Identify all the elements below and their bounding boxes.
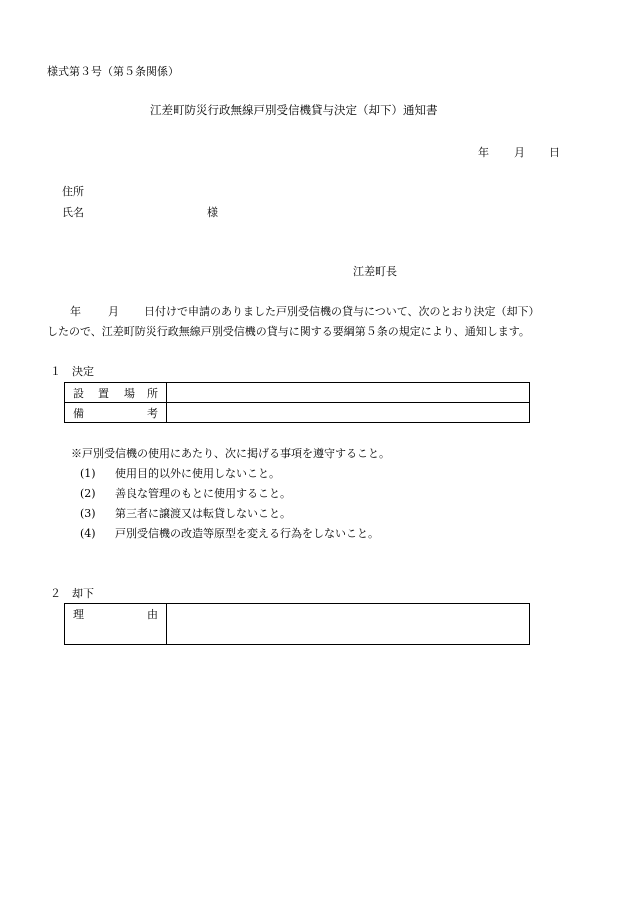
- body-year: 年: [70, 305, 81, 318]
- list-item: [71, 527, 390, 547]
- condition-number: (1): [80, 467, 96, 480]
- body-month: 月: [108, 305, 119, 318]
- location-value-field[interactable]: [167, 383, 530, 403]
- decision-table: [64, 382, 530, 423]
- body-line2: したので、江差町防災行政無線戸別受信機の貸与に関する要綱第５条の規定により、通知します。: [47, 325, 530, 338]
- recipient-honorific: 様: [207, 206, 218, 219]
- recipient-address-label: 住所: [62, 185, 84, 198]
- condition-number: (2): [80, 487, 96, 500]
- conditions-intro: ※戸別受信機の使用にあたり、次に掲げる事項を遵守すること。: [71, 447, 390, 460]
- list-item: [71, 507, 390, 527]
- body-line1: 日付けで申請のありました戸別受信機の貸与について、次のとおり決定（却下）: [144, 305, 540, 318]
- issuer: 江差町長: [353, 265, 397, 278]
- table-row: [65, 403, 530, 423]
- document-title: 江差町防災行政無線戸別受信機貸与決定（却下）通知書: [150, 103, 438, 117]
- section1-number: １: [50, 365, 61, 378]
- rejection-table: [64, 603, 530, 645]
- form-number: 様式第３号（第５条関係）: [47, 65, 179, 78]
- reason-label: 理 由: [65, 604, 167, 645]
- section2-number: ２: [50, 587, 61, 600]
- remarks-label: 備 考: [65, 403, 167, 423]
- remarks-value-field[interactable]: [167, 403, 530, 423]
- reason-value-field[interactable]: [167, 604, 530, 645]
- condition-text: 第三者に譲渡又は転貸しないこと。: [115, 507, 291, 520]
- condition-number: (4): [80, 527, 96, 540]
- usage-conditions: [71, 447, 390, 547]
- list-item: [71, 467, 390, 487]
- date-month: 月: [514, 146, 525, 159]
- condition-text: 戸別受信機の改造等原型を変える行為をしないこと。: [115, 527, 379, 540]
- location-label: 設 置 場 所: [65, 383, 167, 403]
- table-row: [65, 383, 530, 403]
- recipient-name-label: 氏名: [62, 206, 84, 219]
- date-year: 年: [478, 146, 489, 159]
- section1-title: 決定: [72, 365, 94, 378]
- table-row: [65, 604, 530, 645]
- list-item: [71, 487, 390, 507]
- condition-text: 使用目的以外に使用しないこと。: [115, 467, 280, 480]
- condition-number: (3): [80, 507, 96, 520]
- section2-title: 却下: [72, 587, 94, 600]
- date-day: 日: [549, 146, 560, 159]
- condition-text: 善良な管理のもとに使用すること。: [115, 487, 291, 500]
